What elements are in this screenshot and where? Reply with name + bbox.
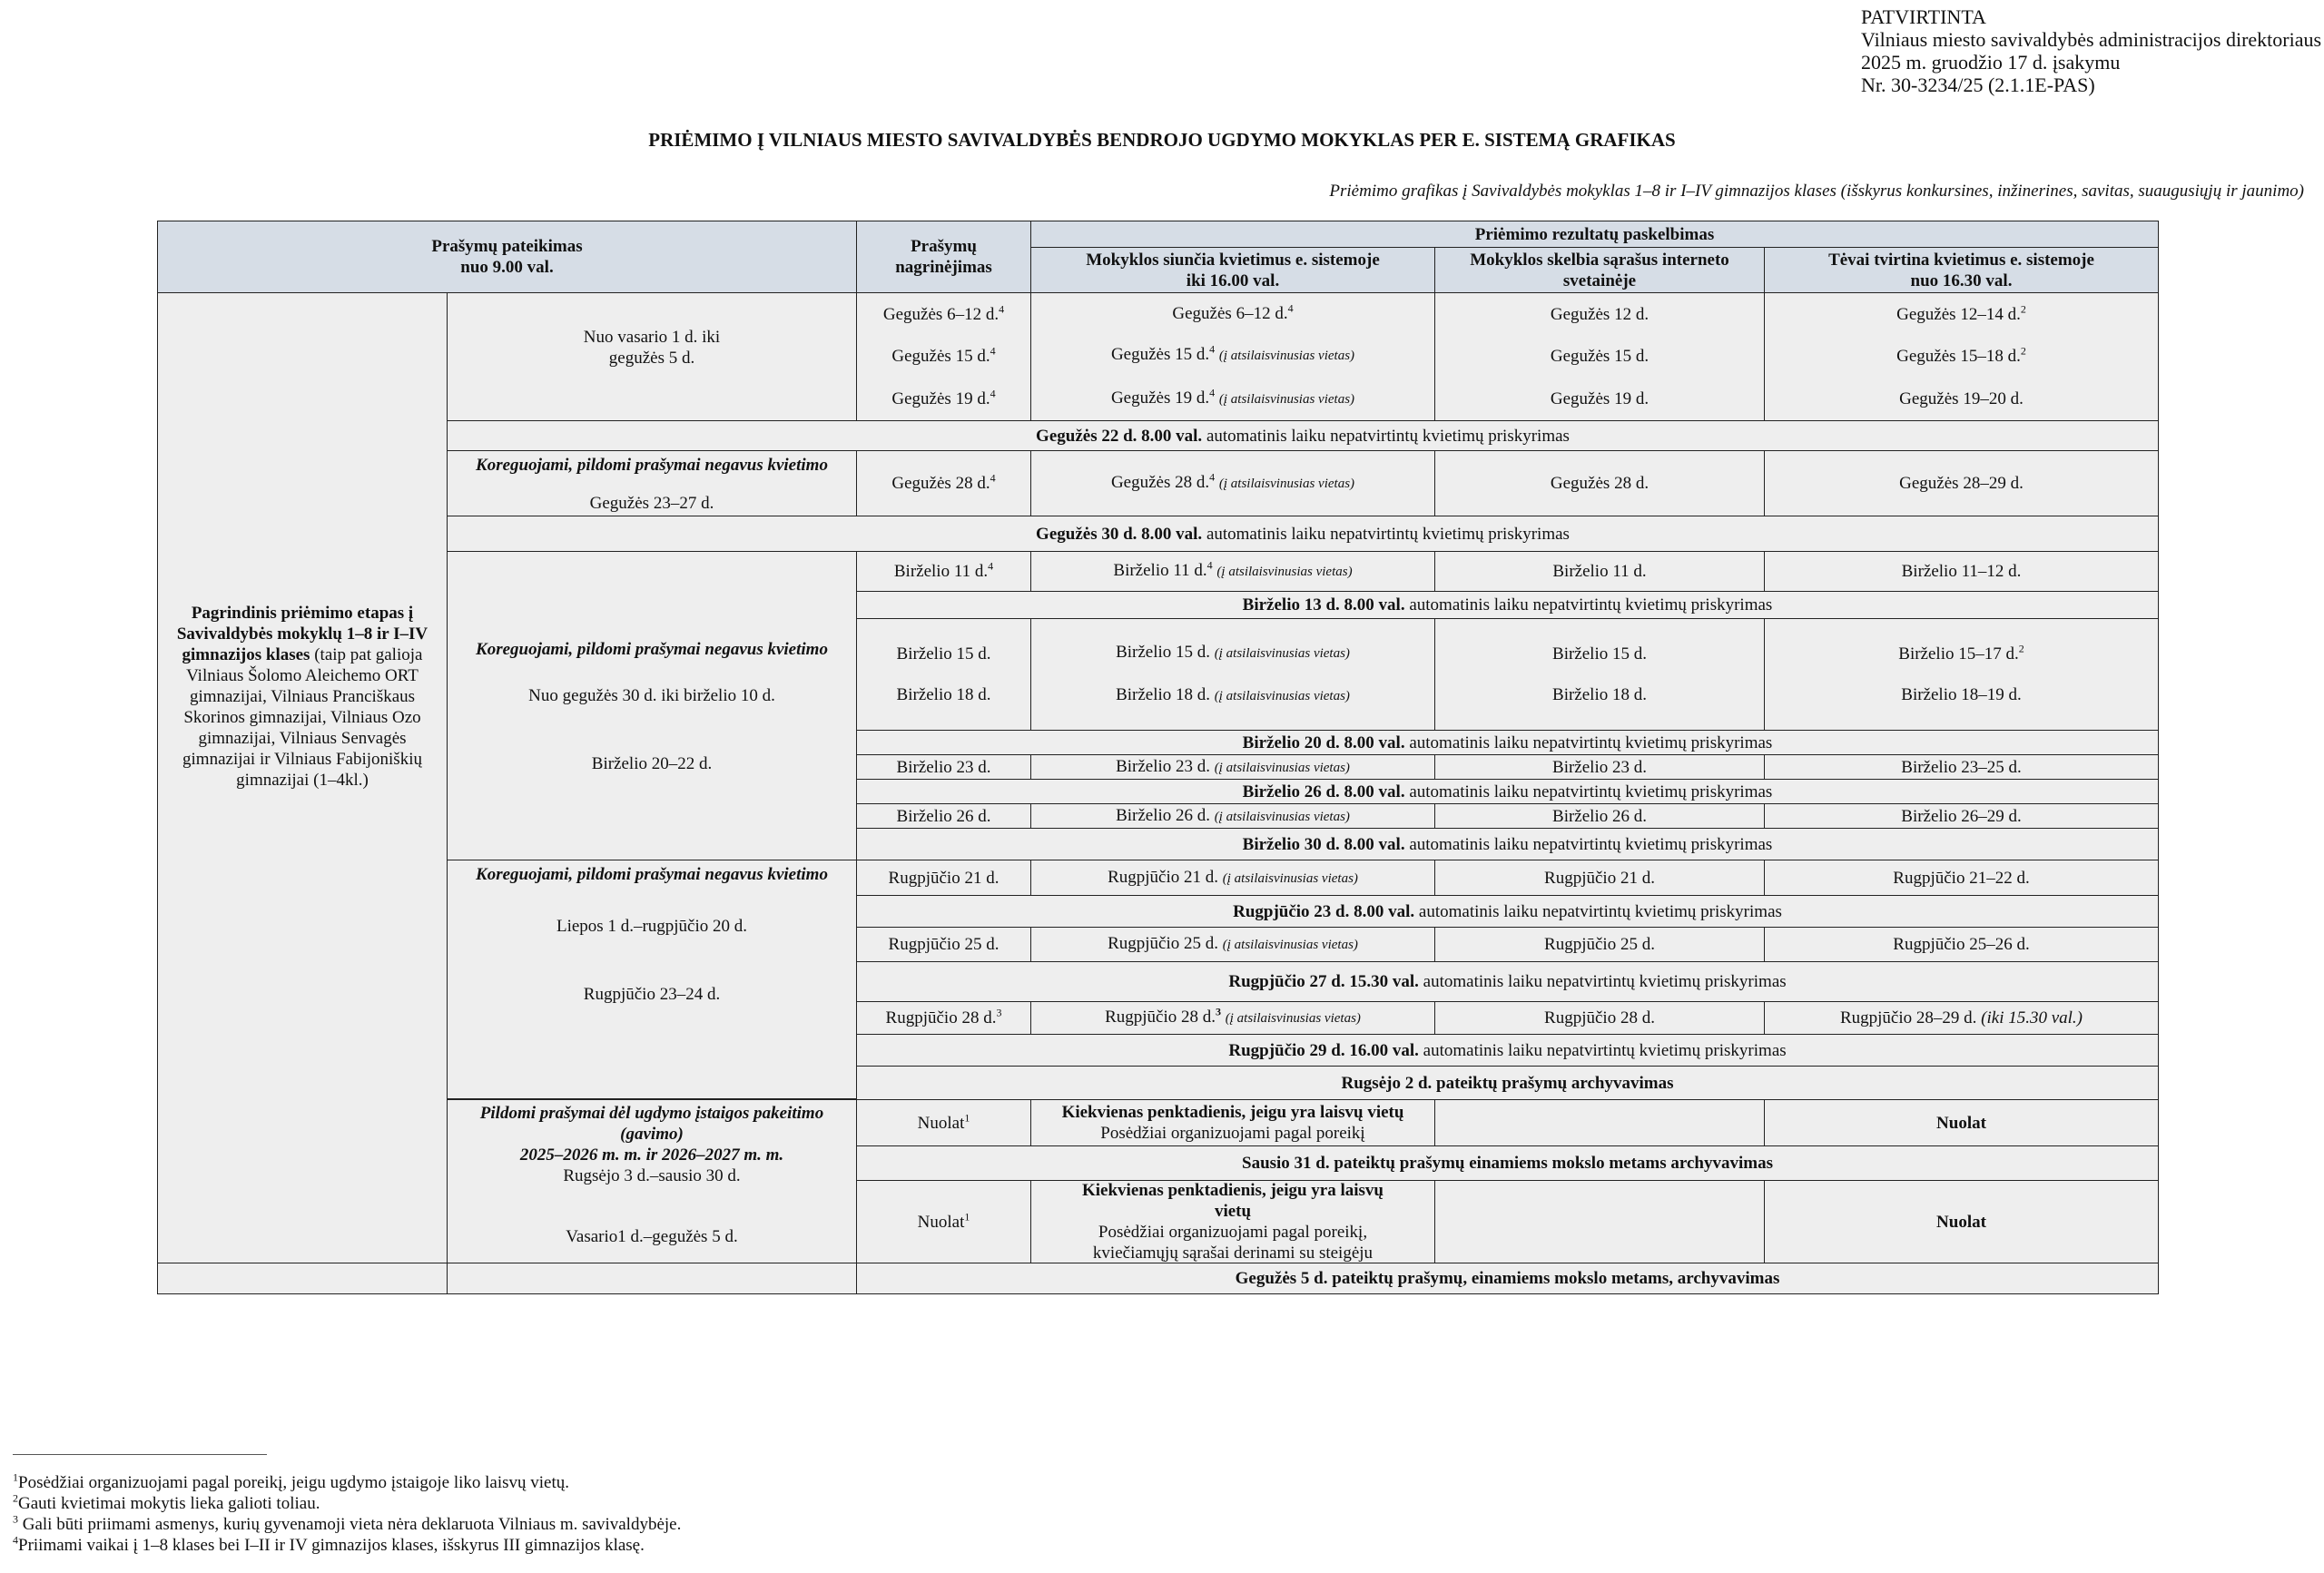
date-text: Rugpjūčio 25 d.	[1544, 935, 1655, 954]
date-text: Rugpjūčio 28 d.$^3$ (į atsilaisvinusias vietas)	[1105, 1005, 1361, 1027]
header-text: Prašymų	[911, 237, 977, 256]
period-text: Nuo vasario 1 d. iki	[583, 328, 721, 347]
stage-title: Pagrindinis priėmimo etapas į Savivaldybės mokyklų 1–8 ir I–IV gimnazijos klases	[176, 603, 428, 664]
stage-description: (taip pat galioja Vilniaus Šolomo Aleichemo ORT gimnazijai, Vilniaus Pranciškaus Skorinos gimnazijai, Vilniaus Ozo gimnazijai, Vilniaus Senvagės gimnazijai ir Vilniaus Fabijoniškių gimnazijai (1–4kl.)	[182, 644, 423, 790]
meetings-text: Posėdžiai organizuojami pagal poreikį, kviečiamųjų sąrašai derinami su steigėju	[1092, 1223, 1374, 1263]
date-text: Rugpjūčio 21 d. (į atsilaisvinusias vietas)	[1108, 867, 1358, 887]
review-cell	[856, 551, 1031, 592]
review-cell	[856, 927, 1031, 962]
date-text: Gegužės 19 d.$^4$ (į atsilaisvinusias vietas)	[1110, 386, 1355, 408]
auto-text: automatinis laiku nepatvirtintų kvietimų priskyrimas	[1414, 901, 1782, 921]
date-text: Nuolat	[1936, 1212, 1986, 1232]
approval-line: PATVIRTINTA	[1861, 5, 1986, 28]
confirm-cell	[1764, 1099, 2159, 1146]
auto-assignment-row	[447, 516, 2159, 552]
header-text: iki 16.00 val.	[1186, 270, 1280, 290]
date-text: Birželio 26 d.	[896, 806, 991, 826]
document-subtitle: Priėmimo grafikas į Savivaldybės mokyklas 1–8 ir I–IV gimnazijos klases (išskyrus konkursines, inžinerines, savitas, suaugusiųjų ir jaunimo)	[1329, 182, 2304, 201]
approval-line: 2025 m. gruodžio 17 d. įsakymu	[1861, 51, 2121, 74]
friday-text: Kiekvienas penktadienis, jeigu yra laisvų vietų	[1061, 1103, 1404, 1122]
header-text: Priėmimo rezultatų paskelbimas	[1474, 224, 1715, 244]
period-cell	[447, 1099, 857, 1263]
publish-cell	[1434, 860, 1765, 896]
header-text: Prašymų pateikimas	[431, 237, 583, 256]
confirm-cell	[1764, 754, 2159, 780]
send-cell	[1030, 803, 1435, 829]
date-text: Birželio 26–29 d.	[1901, 806, 2022, 826]
review-cell	[856, 803, 1031, 829]
period-text: Liepos 1 d.–rugpjūčio 20 d.	[556, 917, 748, 936]
auto-date: Birželio 30 d. 8.00 val.	[1242, 835, 1405, 854]
header-text: svetainėje	[1562, 270, 1637, 290]
auto-date: Birželio 13 d. 8.00 val.	[1242, 595, 1405, 614]
footnote: $^4$Priimami vaikai į 1–8 klases bei I–II ir IV gimnazijos klases, išskyrus III gimnazijos klasę.	[13, 1533, 645, 1555]
date-text: Nuolat	[1936, 1113, 1986, 1133]
date-text: Gegužės 19 d.	[1550, 389, 1649, 409]
header-results	[1030, 221, 2159, 248]
publish-cell	[1434, 618, 1765, 731]
review-cell	[856, 1001, 1031, 1035]
auto-text: automatinis laiku nepatvirtintų kvietimų priskyrimas	[1418, 972, 1787, 991]
header-text: nuo 9.00 val.	[460, 258, 554, 277]
date-text: Gegužės 28 d.$^4$ (į atsilaisvinusias vietas)	[1110, 470, 1355, 492]
period-title: Koreguojami, pildomi prašymai negavus kvietimo	[476, 456, 828, 475]
send-cell	[1030, 551, 1435, 592]
period-text: Rugpjūčio 23–24 d.	[583, 985, 721, 1004]
period-text: Nuo gegužės 30 d. iki birželio 10 d.	[528, 686, 775, 705]
header-text: nagrinėjimas	[895, 258, 992, 277]
empty-cell	[447, 1263, 857, 1294]
auto-assignment-row	[856, 828, 2159, 861]
confirm-cell	[1764, 292, 2159, 421]
date-text: Gegužės 15 d.$^4$	[891, 345, 996, 367]
auto-text: automatinis laiku nepatvirtintų kvietimų priskyrimas	[1404, 595, 1773, 614]
publish-cell	[1434, 1180, 1765, 1263]
auto-date: Gegužės 30 d. 8.00 val.	[1036, 524, 1203, 544]
date-text: Gegužės 15–18 d.$^2$	[1896, 345, 2026, 367]
date-text: Rugpjūčio 25–26 d.	[1893, 935, 2030, 954]
publish-cell	[1434, 292, 1765, 421]
review-cell	[856, 292, 1031, 421]
period-text: Vasario1 d.–gegužės 5 d.	[566, 1227, 738, 1246]
review-cell	[856, 618, 1031, 731]
confirm-cell	[1764, 927, 2159, 962]
date-text: Birželio 11 d.	[1552, 562, 1647, 581]
date-text: Gegužės 6–12 d.$^4$	[1172, 301, 1294, 324]
date-text: Nuolat$^1$	[917, 1210, 970, 1232]
period-cell	[447, 551, 857, 860]
date-text: Birželio 11 d.$^4$	[893, 559, 994, 581]
header-send	[1030, 247, 1435, 293]
stage-text	[167, 603, 438, 791]
period-text: gegužės 5 d.	[608, 349, 695, 368]
publish-cell	[1434, 754, 1765, 780]
archive-row	[856, 1145, 2159, 1181]
date-text: Birželio 15 d. (į atsilaisvinusias vietas)	[1116, 643, 1350, 662]
header-publish	[1434, 247, 1765, 293]
auto-assignment-row	[856, 895, 2159, 928]
date-text: Birželio 15 d.	[896, 644, 991, 664]
period-title: (gavimo)	[620, 1125, 684, 1144]
date-text: Gegužės 28–29 d.	[1899, 474, 2024, 493]
approval-block	[1861, 5, 2321, 96]
auto-text: automatinis laiku nepatvirtintų kvietimų priskyrimas	[1418, 1040, 1787, 1060]
friday-text: Kiekvienas penktadienis, jeigu yra laisvų vietų	[1081, 1181, 1384, 1221]
date-text: Birželio 18 d.	[896, 685, 991, 704]
date-text: Birželio 23 d.	[1552, 757, 1647, 777]
send-cell	[1030, 1180, 1435, 1263]
header-confirm	[1764, 247, 2159, 293]
period-title: 2025–2026 m. m. ir 2026–2027 m. m.	[519, 1145, 784, 1165]
date-text: Birželio 26 d.	[1552, 806, 1647, 826]
archive-text: Sausio 31 d. pateiktų prašymų einamiems mokslo metams archyvavimas	[1242, 1154, 1773, 1173]
period-title: Koreguojami, pildomi prašymai negavus kvietimo	[476, 865, 828, 884]
auto-assignment-row	[447, 420, 2159, 451]
date-text: Gegužės 15 d.$^4$ (į atsilaisvinusias vietas)	[1110, 343, 1355, 365]
auto-assignment-row	[856, 1034, 2159, 1067]
auto-assignment-row	[856, 591, 2159, 619]
period-text: Gegužės 23–27 d.	[589, 494, 714, 513]
date-text: Birželio 15–17 d.$^2$	[1898, 642, 2024, 664]
auto-text: automatinis laiku nepatvirtintų kvietimų priskyrimas	[1404, 732, 1773, 752]
send-cell	[1030, 1001, 1435, 1035]
header-review	[856, 221, 1031, 293]
archive-text: Gegužės 5 d. pateiktų prašymų, einamiems mokslo metams, archyvavimas	[1235, 1269, 1780, 1288]
auto-date: Gegužės 22 d. 8.00 val.	[1036, 426, 1203, 446]
header-text: nuo 16.30 val.	[1910, 270, 2013, 290]
footnotes	[13, 1472, 681, 1556]
date-text: Birželio 18–19 d.	[1901, 685, 2022, 704]
confirm-cell	[1764, 860, 2159, 896]
auto-date: Rugpjūčio 29 d. 16.00 val.	[1228, 1040, 1419, 1060]
publish-cell	[1434, 1001, 1765, 1035]
date-text: Gegužės 12 d.	[1550, 304, 1649, 324]
send-cell	[1030, 927, 1435, 962]
period-text: Rugsėjo 3 d.–sausio 30 d.	[563, 1166, 741, 1185]
footnote-divider	[13, 1454, 267, 1455]
period-text: Birželio 20–22 d.	[591, 754, 713, 773]
date-text: Birželio 15 d.	[1552, 644, 1647, 664]
period-cell	[447, 860, 857, 1099]
send-cell	[1030, 860, 1435, 896]
stage-cell	[157, 292, 448, 1263]
confirm-cell	[1764, 803, 2159, 829]
send-cell	[1030, 1099, 1435, 1146]
date-text: Gegužės 28 d.$^4$	[891, 471, 996, 493]
header-text: Tėvai tvirtina kvietimus e. sistemoje	[1828, 250, 2094, 270]
date-text: Rugpjūčio 28 d.	[1544, 1008, 1655, 1027]
send-cell	[1030, 618, 1435, 731]
confirm-cell	[1764, 450, 2159, 516]
period-cell	[447, 292, 857, 421]
document-title: PRIĖMIMO Į VILNIAUS MIESTO SAVIVALDYBĖS BENDROJO UGDYMO MOKYKLAS PER E. SISTEMĄ GRAFIKAS	[648, 129, 1676, 151]
date-text: Birželio 18 d. (į atsilaisvinusias vietas)	[1116, 685, 1350, 704]
date-text: Birželio 18 d.	[1552, 685, 1647, 704]
review-cell	[856, 1180, 1031, 1263]
confirm-cell	[1764, 1001, 2159, 1035]
auto-date: Rugpjūčio 27 d. 15.30 val.	[1228, 972, 1419, 991]
date-text: Rugpjūčio 21 d.	[1544, 868, 1655, 888]
date-text: Gegužės 19–20 d.	[1899, 389, 2024, 409]
publish-cell	[1434, 551, 1765, 592]
auto-text: automatinis laiku nepatvirtintų kvietimų priskyrimas	[1202, 426, 1570, 446]
archive-text: Rugsėjo 2 d. pateiktų prašymų archyvavimas	[1341, 1073, 1674, 1093]
review-cell	[856, 754, 1031, 780]
period-title: Koreguojami, pildomi prašymai negavus kvietimo	[476, 640, 828, 659]
date-text: Birželio 11 d.$^4$ (į atsilaisvinusias vietas)	[1113, 558, 1353, 580]
date-text: Birželio 23–25 d.	[1901, 757, 2022, 777]
publish-cell	[1434, 927, 1765, 962]
confirm-cell	[1764, 1180, 2159, 1263]
date-text: Nuolat$^1$	[917, 1111, 970, 1133]
footnote: $^1$Posėdžiai organizuojami pagal poreikį, jeigu ugdymo įstaigoje liko laisvų vietų.	[13, 1470, 570, 1492]
date-text: Birželio 26 d. (į atsilaisvinusias vietas)	[1116, 805, 1350, 825]
confirm-cell	[1764, 618, 2159, 731]
date-text: Rugpjūčio 21–22 d.	[1893, 868, 2030, 888]
date-text: Rugpjūčio 28 d.$^3$	[885, 1006, 1002, 1027]
send-cell	[1030, 450, 1435, 516]
date-text: Gegužės 15 d.	[1550, 347, 1649, 367]
date-text: Rugpjūčio 21 d.	[888, 868, 1000, 888]
confirm-cell	[1764, 551, 2159, 592]
approval-line: Nr. 30-3234/25 (2.1.1E-PAS)	[1861, 74, 2095, 96]
period-title: Pildomi prašymai dėl ugdymo įstaigos pakeitimo	[479, 1104, 824, 1123]
auto-date: Birželio 20 d. 8.00 val.	[1242, 732, 1405, 752]
date-text: Rugpjūčio 25 d.	[888, 935, 1000, 954]
review-cell	[856, 860, 1031, 896]
date-text: Birželio 11–12 d.	[1901, 562, 2022, 581]
send-cell	[1030, 754, 1435, 780]
auto-assignment-row	[856, 730, 2159, 755]
date-text: Rugpjūčio 28–29 d. (iki 15.30 val.)	[1839, 1008, 2083, 1027]
header-text: Mokyklos siunčia kvietimus e. sistemoje	[1086, 250, 1380, 270]
publish-cell	[1434, 1099, 1765, 1146]
archive-row	[856, 1066, 2159, 1100]
date-text: Birželio 23 d.	[896, 757, 991, 777]
date-text: Gegužės 12–14 d.$^2$	[1896, 302, 2026, 324]
archive-row	[856, 1263, 2159, 1294]
date-text: Gegužės 6–12 d.$^4$	[882, 302, 1005, 324]
auto-assignment-row	[856, 961, 2159, 1002]
auto-text: automatinis laiku nepatvirtintų kvietimų priskyrimas	[1404, 782, 1773, 801]
date-text: Rugpjūčio 25 d. (į atsilaisvinusias vietas)	[1108, 934, 1358, 953]
header-submission	[157, 221, 857, 293]
footnote: $^2$Gauti kvietimai mokytis lieka galioti toliau.	[13, 1491, 320, 1513]
review-cell	[856, 450, 1031, 516]
date-text: Gegužės 28 d.	[1550, 474, 1649, 493]
period-cell	[447, 450, 857, 516]
date-text: Birželio 23 d. (į atsilaisvinusias vietas)	[1116, 756, 1350, 776]
auto-date: Birželio 26 d. 8.00 val.	[1242, 782, 1405, 801]
meetings-text: Posėdžiai organizuojami pagal poreikį	[1100, 1124, 1365, 1143]
auto-date: Rugpjūčio 23 d. 8.00 val.	[1233, 901, 1415, 921]
empty-cell	[157, 1263, 448, 1294]
publish-cell	[1434, 803, 1765, 829]
date-text: Gegužės 19 d.$^4$	[891, 387, 996, 409]
publish-cell	[1434, 450, 1765, 516]
header-text: Mokyklos skelbia sąrašus interneto	[1470, 250, 1729, 270]
auto-text: automatinis laiku nepatvirtintų kvietimų priskyrimas	[1202, 524, 1570, 544]
send-cell	[1030, 292, 1435, 421]
review-cell	[856, 1099, 1031, 1146]
approval-line: Vilniaus miesto savivaldybės administracijos direktoriaus	[1861, 28, 2322, 51]
auto-text: automatinis laiku nepatvirtintų kvietimų priskyrimas	[1404, 835, 1773, 854]
footnote: $^3$ Gali būti priimami asmenys, kurių gyvenamoji vieta nėra deklaruota Vilniaus m. savivaldybėje.	[13, 1512, 682, 1534]
auto-assignment-row	[856, 779, 2159, 804]
